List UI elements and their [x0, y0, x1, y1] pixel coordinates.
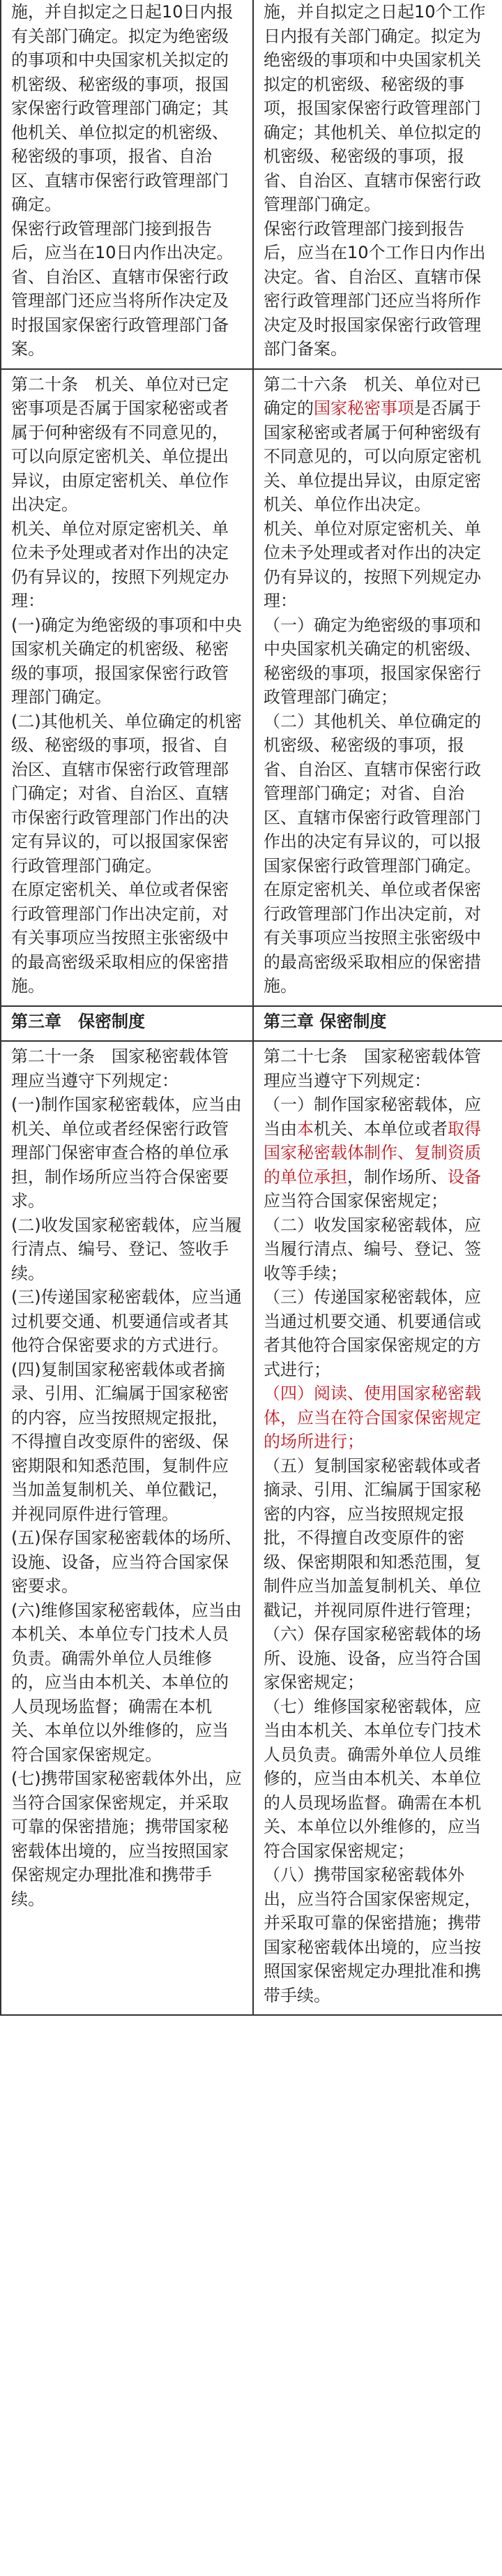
text-run: 保密行政管理部门接到报告后，应当在10日内作出决定。省、自治区、直辖市保密行政管理部门还应当将所作决定及时报国家保密行政管理部门备案。 [11, 218, 234, 359]
paragraph [11, 1598, 244, 1767]
text-run: (七)携带国家秘密载体外出，应当符合国家保密规定，并采取可靠的保密措施；携带国家秘密载体出境的，应当按照国家保密规定办理批准和携带手续。 [11, 1769, 242, 1909]
text-run: (六)维修国家秘密载体，应当由本机关、本单位专门技术人员负责。确需外单位人员维修的，应当由本机关、本单位的人员现场监督；确需在本机关、本单位以外维修的，应当符合国家保密规定。 [11, 1600, 242, 1765]
text-run: 施，并自拟定之日起10日内报有关部门确定。拟定为绝密级的事项和中央国家机关拟定的机密级、秘密级的事项，报国家保密行政管理部门确定；其他机关、单位拟定的机密级、秘密级的事项，报省、自治区、直辖市保密行政管理部门确定。 [11, 2, 234, 214]
paragraph [264, 1285, 496, 1381]
text-run: （二）收发国家秘密载体，应当履行清点、编号、登记、签收等手续； [264, 1215, 481, 1283]
paragraph [11, 1010, 244, 1034]
paragraph [11, 710, 244, 878]
paragraph [264, 1010, 496, 1034]
paragraph [11, 1285, 244, 1358]
text-run: (二)其他机关、单位确定的机密级、秘密级的事项，报省、自治区、直辖市保密行政管理部门确定；对省、自治区、直辖市保密行政管理部门作出的决定有异议的，可以报国家保密行政管理部门确定。 [11, 711, 242, 876]
new-text-cell [253, 0, 502, 369]
amended-text: 取得国家秘密载体制作、复制资质的单位承担 [264, 1118, 481, 1187]
text-run: （六）保存国家秘密载体的场所、设施、设备，应当符合国家保密规定； [264, 1624, 481, 1692]
paragraph [264, 1381, 496, 1454]
old-text-cell [1, 1041, 253, 2015]
text-run: 第二十一条 国家秘密载体管理应当遵守下列规定： [11, 1047, 229, 1091]
paragraph [264, 1863, 496, 2007]
table-row [1, 0, 502, 369]
amended-text: 设备 [448, 1167, 481, 1187]
text-run: （三）传递国家秘密载体，应当通过机要交通、机要通信或者其他符合国家保密规定的方式进行； [264, 1287, 481, 1379]
paragraph [264, 613, 496, 710]
paragraph [264, 0, 496, 217]
text-run: 应当符合国家保密规定； [264, 1191, 448, 1211]
text-run: 是否属于国家秘密或者属于何种密级有不同意见的，可以向原定密机关、单位提出异议，由原定密机关、单位作出决定。 [264, 398, 481, 514]
text-run: 第三章 保密制度 [11, 1011, 145, 1031]
text-run: （一）制作国家秘密载体，应当由 [264, 1095, 481, 1139]
text-run: (四)复制国家秘密载体或者摘录、引用、汇编属于国家秘密的内容，应当按照规定报批，不得擅自改变原件的密级、保密期限和知悉范围，复制件应当加盖复制机关、单位戳记，并视同原件进行管理。 [11, 1359, 229, 1524]
paragraph [11, 517, 244, 613]
new-text-cell [253, 1041, 502, 2015]
old-text-cell [1, 369, 253, 1006]
paragraph [264, 1622, 496, 1695]
text-run: 机关、单位对原定密机关、单位未予处理或者对作出的决定仍有异议的，按照下列规定办理： [11, 518, 229, 611]
text-run: (一)确定为绝密级的事项和中央国家机关确定的机密级、秘密级的事项，报国家保密行政管理部门确定。 [11, 615, 242, 707]
text-run: 在原定密机关、单位或者保密行政管理部门作出决定前，对有关事项应当按照主张密级中的最高密级采取相应的保密措施。 [11, 880, 229, 996]
text-run: 在原定密机关、单位或者保密行政管理部门作出决定前，对有关事项应当按照主张密级中的最高密级采取相应的保密措施。 [264, 880, 481, 996]
table-row [1, 1041, 502, 2015]
paragraph [264, 1213, 496, 1286]
text-run: 第二十六条 机关、单位对已确定的 [264, 374, 481, 418]
paragraph [11, 217, 244, 361]
paragraph [264, 878, 496, 998]
text-run: (一)制作国家秘密载体，应当由机关、单位或者经保密行政管理部门保密审查合格的单位承担，制作场所应当符合保密要求。 [11, 1095, 242, 1211]
table-row [1, 369, 502, 1006]
new-text-cell [253, 369, 502, 1006]
text-run: （七）维修国家秘密载体，应当由本机关、本单位专门技术人员负责。确需外单位人员维修的，应当由本机关、本单位的人员现场监督。确需在本机关、本单位以外维修的，应当符合国家保密规定； [264, 1696, 481, 1861]
paragraph [264, 373, 496, 517]
old-chapter-heading [1, 1006, 253, 1042]
paragraph [264, 710, 496, 878]
paragraph [264, 1695, 496, 1864]
text-run: (三)传递国家秘密载体，应当通过机要交通、机要通信或者其他符合保密要求的方式进行。 [11, 1287, 242, 1355]
text-run: ，制作场所、 [347, 1167, 448, 1187]
paragraph [264, 1044, 496, 1093]
amended-text: 国家秘密事项 [314, 398, 414, 418]
paragraph [264, 517, 496, 613]
paragraph [11, 1358, 244, 1527]
paragraph [11, 1526, 244, 1598]
paragraph [264, 1454, 496, 1623]
text-run: (二)收发国家秘密载体，应当履行清点、编号、登记、签收手续。 [11, 1215, 242, 1283]
text-run: 保密行政管理部门接到报告后，应当在10个工作日内作出决定。省、自治区、直辖市保密行政管理部门还应当将所作决定及时报国家保密行政管理部门备案。 [264, 218, 486, 359]
paragraph [11, 878, 244, 998]
text-run: （八）携带国家秘密载体外出，应当符合国家保密规定，并采取可靠的保密措施；携带国家秘密载体出境的，应当按照国家保密规定办理批准和携带手续。 [264, 1865, 481, 2005]
chapter-heading-row [1, 1006, 502, 1042]
paragraph [11, 1767, 244, 1911]
paragraph [11, 613, 244, 710]
paragraph [264, 217, 496, 361]
text-run: 机关、单位对原定密机关、单位未予处理或者对作出的决定仍有异议的，按照下列规定办理： [264, 518, 481, 611]
old-text-cell [1, 0, 253, 369]
new-chapter-heading [253, 1006, 502, 1042]
paragraph [11, 1044, 244, 1093]
amended-text: 本 [297, 1118, 314, 1139]
text-run: （五）复制国家秘密载体或者摘录、引用、汇编属于国家秘密的内容，应当按照规定报批，不得擅自改变原件的密级、保密期限和知悉范围，复制件应当加盖复制机关、单位戳记，并视同原件进行管理； [264, 1455, 481, 1620]
paragraph [11, 1213, 244, 1286]
text-run: 机关、本单位或者 [314, 1118, 448, 1139]
paragraph [264, 1093, 496, 1213]
text-run: 施，并自拟定之日起10个工作日内报有关部门确定。拟定为绝密级的事项和中央国家机关拟定的机密级、秘密级的事项，报国家保密行政管理部门确定；其他机关、单位拟定的机密级、秘密级的事项，报省、自治区、直辖市保密行政管理部门确定。 [264, 2, 486, 214]
text-run: （二）其他机关、单位确定的机密级、秘密级的事项，报省、自治区、直辖市保密行政管理部门确定；对省、自治区、直辖市保密行政管理部门作出的决定有异议的，可以报国家保密行政管理部门确定。 [264, 711, 481, 876]
text-run: 第三章 保密制度 [264, 1011, 387, 1031]
amended-text: （四）阅读、使用国家秘密载体，应当在符合国家保密规定的场所进行； [264, 1384, 481, 1451]
paragraph [11, 373, 244, 517]
paragraph [11, 0, 244, 217]
text-run: （一）确定为绝密级的事项和中央国家机关确定的机密级、秘密级的事项，报国家保密行政管理部门确定； [264, 615, 481, 707]
text-run: 第二十七条 国家秘密载体管理应当遵守下列规定： [264, 1047, 481, 1091]
text-run: 第二十条 机关、单位对已定密事项是否属于国家秘密或者属于何种密级有不同意见的，可以向原定密机关、单位提出异议，由原定密机关、单位作出决定。 [11, 374, 229, 514]
paragraph [11, 1093, 244, 1213]
text-run: (五)保存国家秘密载体的场所、设施、设备，应当符合国家保密要求。 [11, 1528, 242, 1596]
